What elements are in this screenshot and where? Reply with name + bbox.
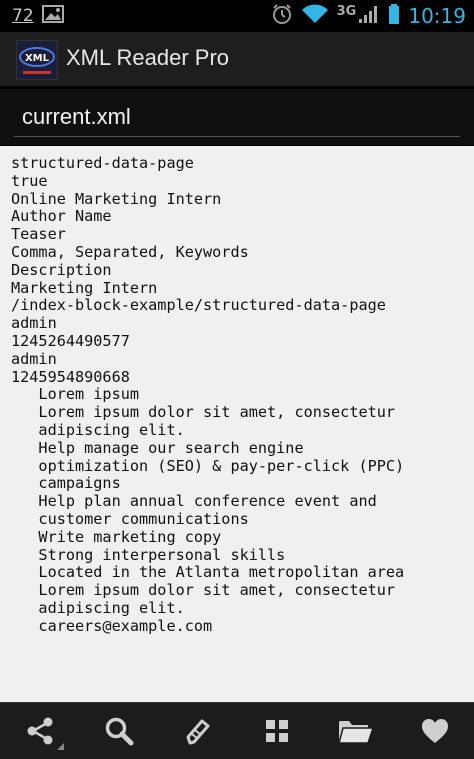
battery-icon: [388, 3, 400, 29]
notification-count: 72: [12, 6, 34, 26]
edit-icon: [182, 715, 214, 747]
xml-line: admin: [11, 349, 57, 368]
xml-line: Lorem ipsum: [11, 385, 140, 404]
search-button[interactable]: [89, 706, 149, 756]
app-logo[interactable]: [16, 40, 58, 80]
folder-icon: [337, 716, 375, 746]
wifi-icon: [301, 3, 329, 29]
xml-line: Strong interpersonal skills: [11, 545, 286, 564]
xml-line: Lorem ipsum dolor sit amet, consectetur: [11, 403, 396, 422]
search-icon: [103, 715, 135, 747]
xml-content-view[interactable]: [0, 146, 474, 702]
xml-line: structured-data-page: [11, 154, 194, 172]
xml-line: Description: [11, 260, 112, 279]
xml-line: adipiscing elit.: [11, 420, 185, 439]
xml-line: 1245264490577: [11, 331, 130, 350]
status-bar-right: [271, 3, 466, 29]
image-notification-icon: [42, 5, 64, 27]
share-icon: [24, 715, 56, 747]
alarm-icon: [271, 3, 293, 29]
xml-line: admin: [11, 314, 57, 333]
xml-line: careers@example.com: [11, 616, 213, 635]
app-title: XML Reader Pro: [66, 45, 230, 70]
status-bar-left: [12, 5, 64, 27]
share-button[interactable]: [10, 706, 70, 756]
xml-line: Help manage our search engine: [11, 438, 304, 457]
xml-line: Teaser: [11, 225, 66, 244]
network-type: 3G: [336, 3, 357, 19]
xml-line: optimization (SEO) & pay-per-click (PPC): [11, 456, 405, 475]
xml-line: Located in the Atlanta metropolitan area: [11, 563, 405, 582]
app-logo-text: XML: [24, 53, 50, 64]
xml-line: Online Marketing Intern: [11, 189, 222, 208]
xml-text: [0, 146, 474, 636]
grid-view-button[interactable]: [247, 706, 307, 756]
xml-line: true: [11, 171, 48, 190]
xml-line: campaigns: [11, 474, 121, 493]
xml-line: 1245954890668: [11, 367, 130, 386]
bottom-toolbar: [0, 702, 474, 759]
xml-line: Help plan annual conference event and: [11, 492, 377, 511]
xml-line: Write marketing copy: [11, 527, 222, 546]
xml-line: Marketing Intern: [11, 278, 158, 297]
xml-line: adipiscing elit.: [11, 598, 185, 617]
action-bar: [0, 32, 474, 89]
clock-time: 10:19: [408, 4, 466, 28]
file-name-field[interactable]: [14, 97, 460, 137]
status-bar: [0, 0, 474, 32]
favorite-button[interactable]: [405, 706, 465, 756]
xml-line: /index-block-example/structured-data-page: [11, 296, 386, 315]
signal-icon: [358, 4, 380, 28]
open-folder-button[interactable]: [326, 706, 386, 756]
edit-button[interactable]: [168, 706, 228, 756]
grid-icon: [263, 717, 291, 745]
heart-icon: [420, 717, 450, 745]
xml-line: Author Name: [11, 207, 112, 226]
overflow-indicator: [57, 743, 64, 750]
file-name-bar: [0, 89, 474, 145]
xml-line: Lorem ipsum dolor sit amet, consectetur: [11, 581, 396, 600]
xml-line: customer communications: [11, 509, 249, 528]
xml-line: Comma, Separated, Keywords: [11, 242, 249, 261]
